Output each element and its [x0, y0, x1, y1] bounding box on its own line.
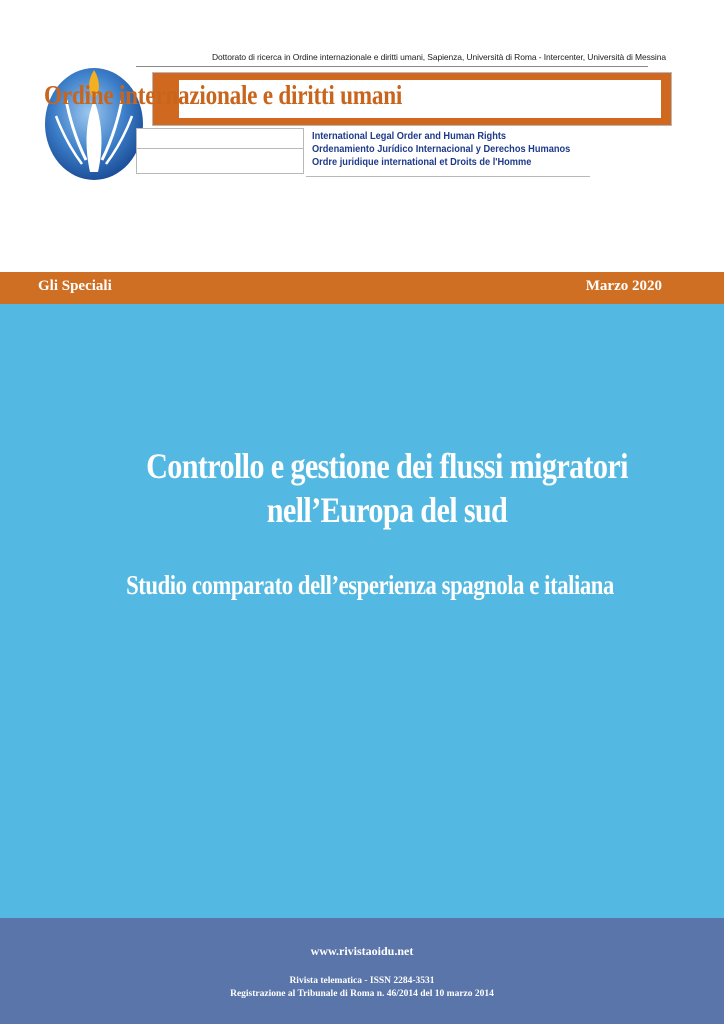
issue-date: Marzo 2020 [585, 278, 662, 294]
header-decor-line [136, 148, 304, 149]
header-decor-rule [306, 176, 590, 177]
journal-subtitles [312, 130, 570, 169]
header-divider [136, 66, 648, 67]
series-band [0, 272, 724, 304]
series-label: Gli Speciali [38, 278, 112, 294]
cover-footer [0, 918, 724, 1024]
subtitle-english: International Legal Order and Human Rights [312, 130, 507, 142]
cover-title [114, 444, 660, 532]
header-decor-box [136, 128, 304, 174]
journal-title: Ordine internazionale e diritti umani [44, 80, 403, 110]
cover-main [0, 304, 724, 918]
cover-title-line1: Controllo e gestione dei flussi migratori [146, 446, 628, 486]
cover-title-line2: nell’Europa del sud [266, 490, 508, 530]
cover-header [0, 0, 724, 270]
torch-logo-icon [44, 60, 146, 182]
cover-subtitle: Studio comparato dell’esperienza spagnola e italiana [126, 570, 614, 600]
website-link[interactable]: www.rivistaoidu.net [310, 944, 414, 958]
subtitle-french: Ordre juridique international et Droits de l'Homme [312, 156, 532, 168]
affiliation-text: Dottorato di ricerca in Ordine internazionale e diritti umani, Sapienza, Università di Roma - Intercenter, Università di Messina [212, 52, 666, 62]
issn-text: Rivista telematica - ISSN 2284-3531 [289, 976, 435, 986]
subtitle-spanish: Ordenamiento Jurídico Internacional y Derechos Humanos [312, 143, 571, 155]
registration-text: Registrazione al Tribunale di Roma n. 46/2014 del 10 marzo 2014 [230, 989, 494, 999]
